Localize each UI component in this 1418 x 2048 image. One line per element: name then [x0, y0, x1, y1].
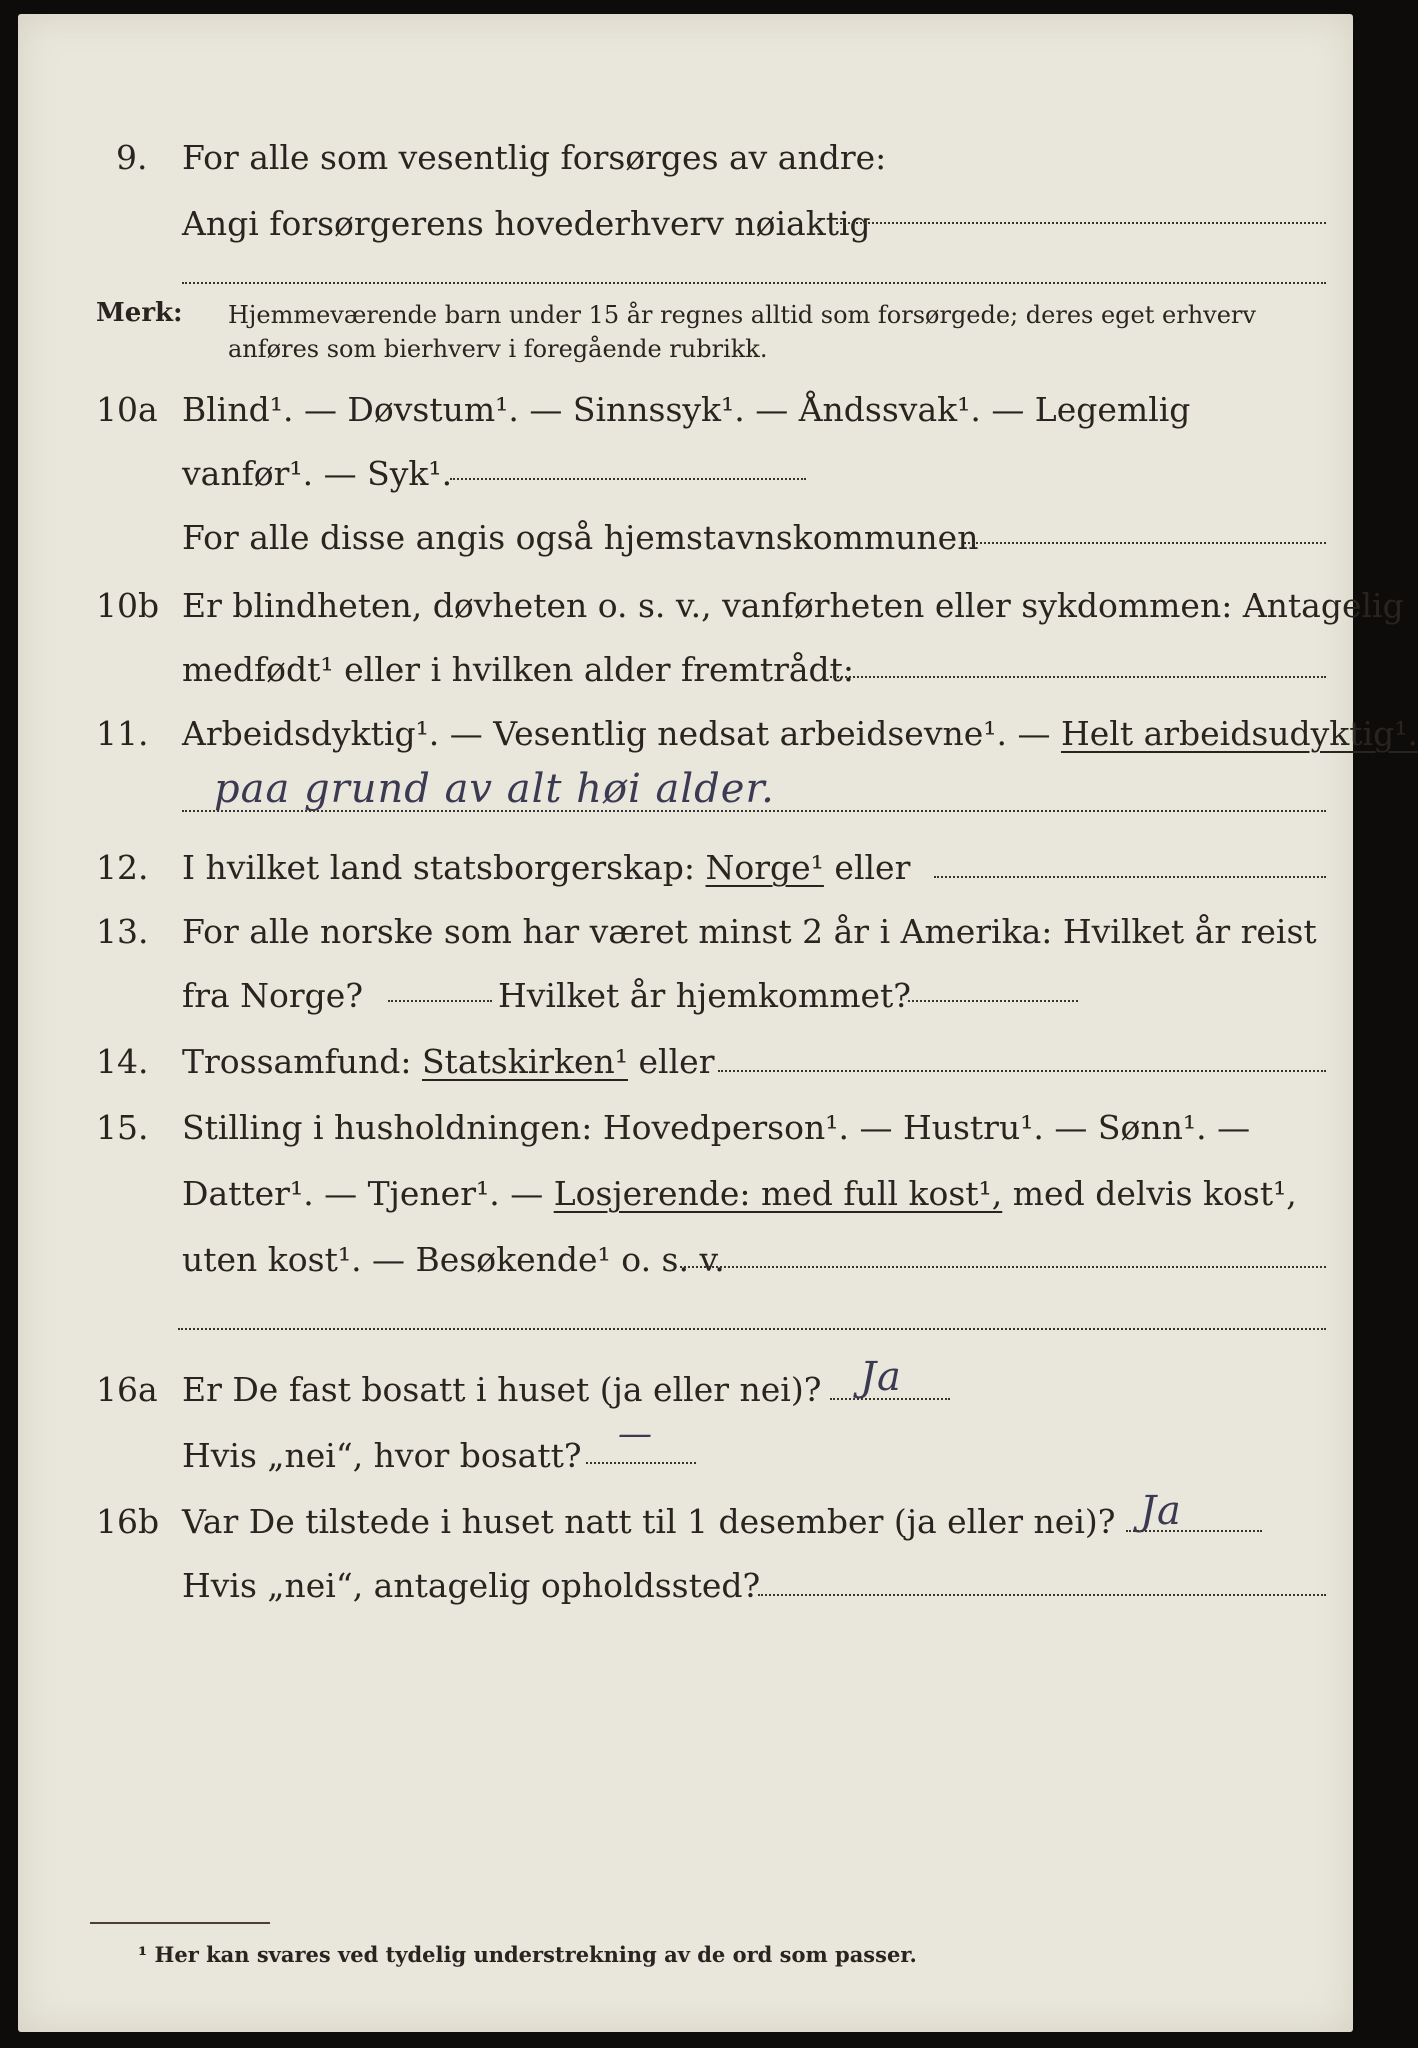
q13-number: 13. [96, 912, 149, 951]
q10a-text-3: For alle disse angis også hjemstavnskommunen [182, 518, 979, 557]
q16a-bosatt-line[interactable] [586, 1460, 696, 1464]
q10a-hjemstavn-line[interactable] [964, 540, 1326, 544]
q15-underlined-answer: Losjerende: med full kost¹, [553, 1174, 1003, 1213]
q9-number: 9. [116, 138, 148, 177]
q16a-handwritten-dash: — [618, 1414, 653, 1454]
q10b-answer-line[interactable] [830, 674, 1326, 678]
q10a-text-1: Blind¹. — Døvstum¹. — Sinnssyk¹. — Åndssvak¹. — Legemlig [182, 390, 1191, 429]
q9-text-2: Angi forsørgerens hovederhverv nøiaktig [182, 204, 871, 243]
q13-text-1: For alle norske som har været minst 2 år i Amerika: Hvilket år reist [182, 912, 1317, 951]
q13-reist-line[interactable] [388, 998, 492, 1002]
q16b-handwritten-answer: Ja [1140, 1488, 1182, 1534]
q16b-text-1: Var De tilstede i huset natt til 1 desember (ja eller nei)? [182, 1502, 1116, 1541]
q10b-text-1: Er blindheten, døvheten o. s. v., vanførheten eller sykdommen: Antagelig [182, 586, 1404, 625]
q11-underlined-answer: Helt arbeidsudyktig¹. [1060, 714, 1418, 753]
q11-handwritten-answer: paa grund av alt høi alder. [214, 766, 775, 812]
q11-text: Arbeidsdyktig¹. — Vesentlig nedsat arbeidsevne¹. — [182, 714, 1061, 753]
q13-text-2b: Hvilket år hjemkommet? [498, 976, 911, 1015]
q16a-number: 16a [96, 1370, 158, 1409]
q9-answer-line-2[interactable] [182, 282, 1326, 284]
q12-answer-line[interactable] [934, 874, 1326, 878]
q16a-answer-line[interactable] [830, 1396, 950, 1400]
q16b-answer-line[interactable] [1126, 1528, 1262, 1532]
q15-number: 15. [96, 1108, 149, 1147]
merk-text-2: anføres som bierhverv i foregående rubrikk. [228, 335, 768, 363]
census-form-page [18, 14, 1418, 2032]
q15-text-2c: med delvis kost¹, [1002, 1174, 1297, 1213]
footnote: ¹ Her kan svares ved tydelig understrekning av de ord som passer. [138, 1942, 917, 1967]
q14-eller: eller [628, 1042, 715, 1081]
q9-text: For alle som vesentlig forsørges av andre: [182, 138, 887, 177]
q11-answer-line[interactable] [182, 810, 1326, 812]
q13-hjemkommet-line[interactable] [908, 998, 1078, 1002]
q10a-answer-line[interactable] [450, 476, 806, 480]
q15-text-3: uten kost¹. — Besøkende¹ o. s. v. [182, 1240, 725, 1279]
q15-text-1: Stilling i husholdningen: Hovedperson¹. — Hustru¹. — Sønn¹. — [182, 1108, 1251, 1147]
merk-text-1: Hjemmeværende barn under 15 år regnes alltid som forsørgede; deres eget erhverv [228, 301, 1256, 329]
q10a-text-2: vanfør¹. — Syk¹. [182, 454, 453, 493]
q10b-text-2: medfødt¹ eller i hvilken alder fremtrådt: [182, 650, 855, 689]
q10b-number: 10b [96, 586, 160, 625]
merk-label: Merk: [96, 298, 183, 328]
footnote-divider [90, 1922, 270, 1924]
q16a-text-2: Hvis „nei“, hvor bosatt? [182, 1436, 582, 1475]
q11-number: 11. [96, 714, 149, 753]
q16a-text-1: Er De fast bosatt i huset (ja eller nei)? [182, 1370, 822, 1409]
q14-answer-line[interactable] [718, 1068, 1326, 1072]
q14-underlined-answer: Statskirken¹ [421, 1042, 629, 1081]
q9-answer-line[interactable] [836, 220, 1326, 224]
q15-answer-line[interactable] [680, 1264, 1326, 1268]
q15-text-2a: Datter¹. — Tjener¹. — [182, 1174, 554, 1213]
q12-eller: eller [823, 848, 911, 887]
q15-answer-line-2[interactable] [178, 1328, 1326, 1330]
q10a-number: 10a [96, 390, 158, 429]
q16a-handwritten-answer: Ja [860, 1354, 902, 1400]
q16b-number: 16b [96, 1502, 160, 1541]
q16b-opholdssted-line[interactable] [758, 1592, 1326, 1596]
q16b-text-2: Hvis „nei“, antagelig opholdssted? [182, 1566, 761, 1605]
q14-text: Trossamfund: [182, 1042, 422, 1081]
q12-text: I hvilket land statsborgerskap: [182, 848, 706, 887]
q14-number: 14. [96, 1042, 149, 1081]
q13-text-2a: fra Norge? [182, 976, 364, 1015]
q12-number: 12. [96, 848, 149, 887]
q12-underlined-answer: Norge¹ [705, 848, 824, 887]
